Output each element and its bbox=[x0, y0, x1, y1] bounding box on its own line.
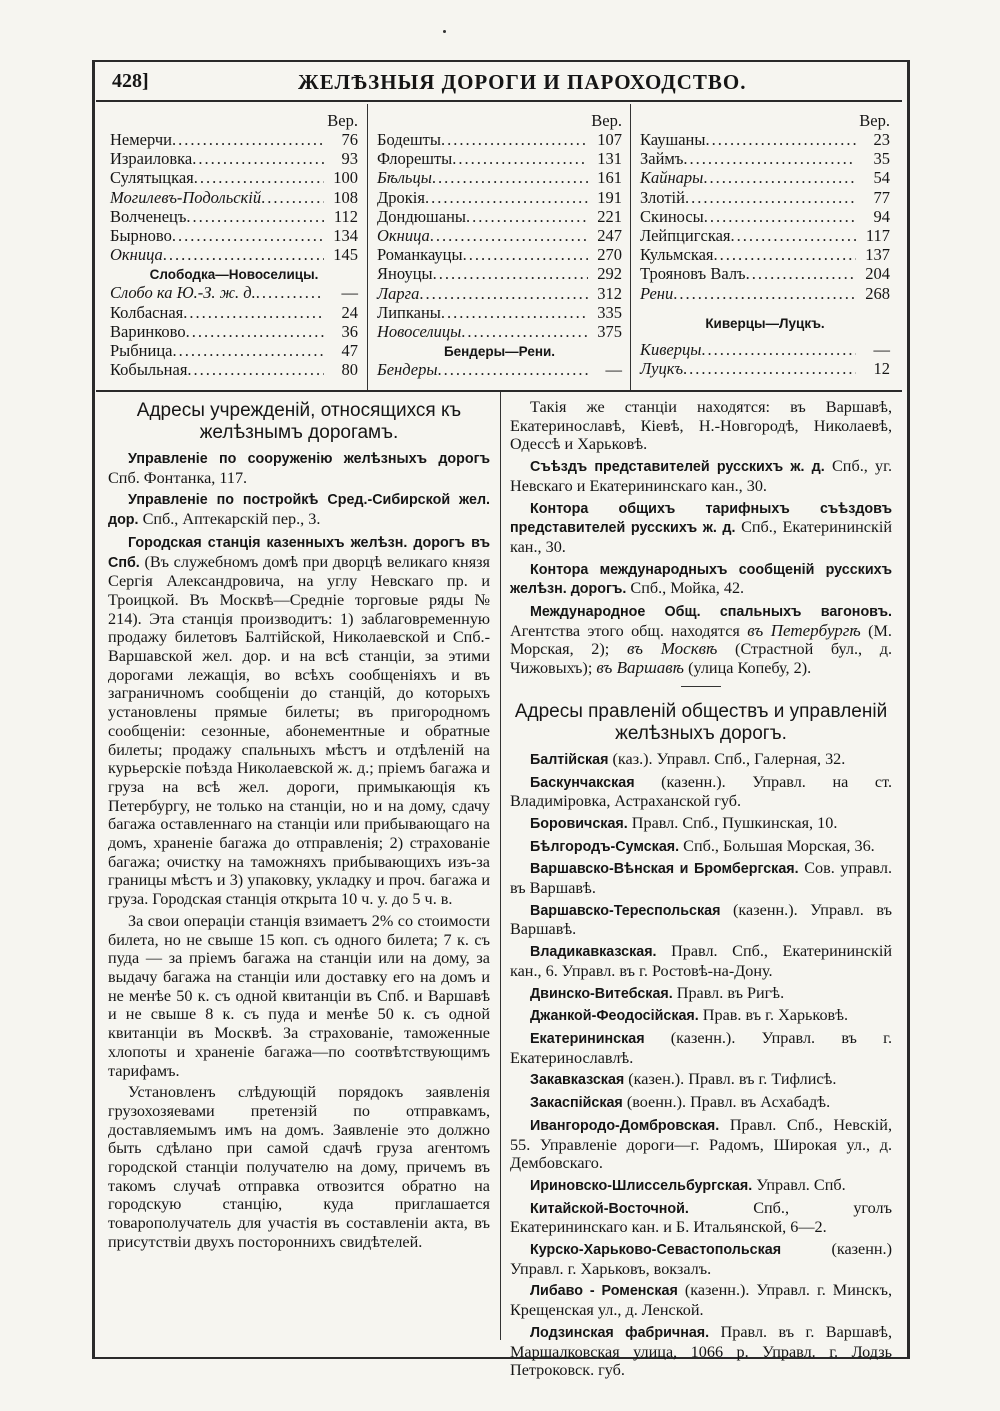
station-distance: 112 bbox=[333, 206, 358, 226]
leader-dots bbox=[452, 149, 588, 168]
railway-name: Ириновско-Шлиссельбургская. bbox=[530, 1177, 753, 1194]
section-title: Киверцы—Луцкъ. bbox=[705, 315, 825, 331]
station-row bbox=[110, 341, 358, 360]
station-distance: 270 bbox=[597, 245, 622, 265]
station-row bbox=[640, 359, 890, 378]
leader-dots bbox=[183, 303, 324, 322]
railway-address: (казенн.). Управл. на ст. Владиміровка, Астраханской губ. bbox=[510, 772, 892, 811]
station-name: Лейпцигская bbox=[640, 225, 731, 245]
station-row bbox=[110, 245, 358, 264]
leader-dots bbox=[463, 245, 588, 264]
address-entry: Международное Общ. спальныхъ вагоновъ. Агентства этого общ. находятся въ Петербургѣ (М. Морская, 2); въ Москвѣ (Страстной бул., д. Чижовыхъ); въ Варшавѣ (улица Копебу, 2). bbox=[510, 604, 892, 678]
station-distance: 94 bbox=[873, 206, 890, 226]
railway-name: Балтійская bbox=[530, 751, 609, 768]
railway-entry bbox=[510, 814, 892, 834]
railway-entry bbox=[510, 1176, 892, 1196]
paragraph: Такія же станціи находятся: въ Варшавѣ, Екатеринославѣ, Кіевѣ, Н.-Новгородѣ, Николаевѣ, Одессѣ и Харьковѣ. bbox=[510, 398, 892, 454]
stations-column-3 bbox=[640, 111, 890, 378]
leader-dots bbox=[172, 130, 324, 149]
station-row bbox=[377, 207, 622, 226]
station-row bbox=[640, 340, 890, 359]
station-row bbox=[377, 226, 622, 245]
station-row bbox=[640, 188, 890, 207]
station-row bbox=[640, 149, 890, 168]
station-name: Романкауцы bbox=[377, 245, 463, 265]
text-divider bbox=[500, 392, 501, 1340]
station-name: Рыбница bbox=[110, 340, 173, 360]
address-entry: Съѣздъ представителей русскихъ ж. д. Спб., уг. Невскаго и Екатерининскаго кан., 30. bbox=[510, 457, 892, 495]
station-name: Займъ bbox=[640, 149, 684, 169]
station-name: Бендеры bbox=[377, 360, 438, 380]
stations-column-1 bbox=[110, 111, 358, 379]
railway-entry bbox=[510, 837, 892, 857]
railway-address: Правл. въ Ригѣ. bbox=[672, 983, 785, 1002]
station-name: Окница bbox=[110, 245, 163, 265]
leader-dots bbox=[425, 188, 588, 207]
station-distance: 108 bbox=[333, 187, 358, 207]
railway-name: Джанкой-Феодосійская. bbox=[530, 1008, 699, 1025]
station-distance: 221 bbox=[597, 206, 622, 226]
railway-name: Боровичская. bbox=[530, 815, 628, 832]
railway-name: Ивангородо-Домбровская. bbox=[530, 1117, 720, 1134]
railway-name: Закавказская bbox=[530, 1072, 625, 1089]
railway-entry bbox=[510, 1323, 892, 1380]
railway-name: Бѣлгородъ-Сумская. bbox=[530, 838, 680, 855]
station-distance: 375 bbox=[597, 321, 622, 341]
station-name: Киверцы bbox=[640, 339, 702, 359]
railway-name: Лодзинская фабричная. bbox=[530, 1324, 710, 1341]
leader-dots bbox=[466, 207, 588, 226]
station-name: Бырново bbox=[110, 225, 172, 245]
station-row bbox=[377, 264, 622, 283]
leader-dots bbox=[194, 168, 324, 187]
leader-dots bbox=[683, 149, 856, 168]
station-row bbox=[377, 168, 622, 187]
columns-bottom-rule bbox=[96, 390, 902, 392]
railway-entry bbox=[510, 942, 892, 980]
page-title: ЖЕЛѢЗНЫЯ ДОРОГИ И ПАРОХОДСТВО. bbox=[298, 70, 747, 94]
station-row bbox=[377, 149, 622, 168]
leader-dots bbox=[673, 284, 856, 303]
railway-address: Правл. Спб., Екатерининскій кан., 6. Управл. въ г. Ростовѣ-на-Дону. bbox=[510, 942, 892, 980]
station-distance: 204 bbox=[865, 264, 890, 284]
page-header bbox=[112, 70, 892, 104]
station-row bbox=[110, 303, 358, 322]
station-name: Липканы bbox=[377, 302, 441, 322]
header-rule bbox=[96, 100, 902, 102]
station-row bbox=[377, 284, 622, 303]
railway-entry bbox=[510, 1240, 892, 1278]
station-distance: 145 bbox=[333, 245, 358, 265]
leader-dots bbox=[441, 303, 588, 322]
railway-address: Правл. Спб., Невскій, 55. Управленіе дороги—г. Радомъ, Широкая ул., д. Дембовскаго. bbox=[510, 1115, 892, 1173]
station-name: Немерчи bbox=[110, 130, 172, 149]
railway-entry bbox=[510, 984, 892, 1004]
station-name: Луцкъ bbox=[640, 358, 684, 378]
verst-label: Вер. bbox=[327, 111, 358, 130]
railway-name: Варшавско-Тереспольская bbox=[530, 902, 721, 919]
right-text-column bbox=[510, 398, 892, 1383]
railway-address: Спб., уголъ Екатерининскаго кан. и Б. Итальянской, 6—2. bbox=[510, 1198, 892, 1237]
station-row bbox=[640, 245, 890, 264]
station-row bbox=[377, 245, 622, 264]
station-distance: 23 bbox=[873, 130, 890, 149]
station-distance: 161 bbox=[597, 168, 622, 188]
station-distance: 36 bbox=[341, 321, 358, 341]
station-name: Каушаны bbox=[640, 130, 706, 149]
station-distance: 191 bbox=[597, 187, 622, 207]
railway-address: Прав. въ г. Харьковѣ. bbox=[698, 1006, 849, 1025]
section-heading: Адресы учрежденій, относящихся къ желѣзнымъ дорогамъ. bbox=[136, 400, 462, 443]
section-title: Слободка—Новоселицы. bbox=[149, 267, 319, 283]
station-name: Рени bbox=[640, 283, 674, 303]
station-row bbox=[110, 130, 358, 149]
railway-name: Владикавказская. bbox=[530, 944, 657, 961]
station-distance: 292 bbox=[597, 264, 622, 284]
railway-name: Либаво - Роменская bbox=[530, 1283, 678, 1300]
railway-address: Сов. управл. въ Варшавѣ. bbox=[510, 859, 892, 898]
station-distance: — bbox=[605, 360, 622, 380]
railway-name: Курско-Харьково-Севастопольская bbox=[530, 1242, 782, 1259]
leader-dots bbox=[703, 168, 856, 187]
railway-address: Спб., Большая Морская, 36. bbox=[679, 836, 875, 855]
station-name: Новоселицы bbox=[377, 321, 462, 341]
address-entry: Контора международныхъ сообщеній русскихъ желѣзн. дорогъ. Спб., Мойка, 42. bbox=[510, 561, 892, 598]
station-distance: 247 bbox=[597, 225, 622, 245]
railway-entry bbox=[510, 1006, 892, 1026]
leader-dots bbox=[441, 130, 588, 149]
station-name: Ларга bbox=[377, 283, 420, 303]
station-name: Слобо ка Ю.-З. ж. д. bbox=[110, 283, 256, 303]
station-row bbox=[110, 188, 358, 207]
station-name: Кульмская bbox=[640, 245, 714, 265]
verst-label: Вер. bbox=[859, 111, 890, 130]
leader-dots bbox=[419, 284, 588, 303]
station-row bbox=[110, 360, 358, 379]
station-row bbox=[640, 284, 890, 303]
station-row bbox=[640, 226, 890, 245]
station-row bbox=[110, 207, 358, 226]
station-distance: 80 bbox=[341, 360, 358, 380]
station-distance: 100 bbox=[333, 168, 358, 188]
leader-dots bbox=[704, 207, 856, 226]
railway-address: (казенн.). Управл. г. Минскъ, Крещенская ул., д. Ленской. bbox=[510, 1281, 892, 1320]
station-distance: 47 bbox=[341, 340, 358, 360]
leader-dots bbox=[261, 188, 324, 207]
station-name: Бодешты bbox=[377, 130, 441, 149]
station-name: Израиловка bbox=[110, 149, 193, 169]
verst-label: Вер. bbox=[591, 111, 622, 130]
railway-address: Правл. въ г. Варшавѣ, Маршалковская улица, 1066 р. Управл. г. Лодзь Петроковск. губ. bbox=[510, 1322, 892, 1380]
railway-name: Варшавско-Вѣнская и Бромбергская. bbox=[530, 861, 799, 878]
station-name: Флорешты bbox=[377, 149, 453, 169]
leader-dots bbox=[683, 359, 856, 378]
railway-entry bbox=[510, 1093, 892, 1113]
station-row bbox=[110, 168, 358, 187]
paragraph: За свои операціи станція взимаетъ 2% со стоимости билета, но не свыше 15 коп. съ одного билета; 7 к. съ пуда — за пріемъ багажа на станціи или на дому, за выдачу багажа на станціи или доставку его на домъ и не менѣе 50 к. съ одной квитанціи въ Спб. и Варшавѣ и не свыше 8 к. съ пуда и менѣе 50 к. съ одной квитанціи въ Москвѣ. За страхованіе, таможенные хлопоты и храненіе багажа—по соотвѣтствующимъ тарифамъ. bbox=[108, 911, 490, 1080]
railway-address: (каз.). Управл. Спб., Галерная, 32. bbox=[608, 749, 846, 768]
leader-dots bbox=[172, 341, 324, 360]
leader-dots bbox=[731, 226, 857, 245]
station-distance: 93 bbox=[341, 149, 358, 169]
station-distance: 335 bbox=[597, 302, 622, 322]
station-row bbox=[377, 303, 622, 322]
station-distance: 137 bbox=[865, 245, 890, 265]
railway-name: Двинско-Витебская. bbox=[530, 985, 673, 1002]
leader-dots bbox=[746, 264, 856, 283]
station-row bbox=[640, 264, 890, 283]
leader-dots bbox=[433, 264, 588, 283]
section-separator bbox=[681, 686, 721, 687]
leader-dots bbox=[192, 149, 324, 168]
railway-entry bbox=[510, 1199, 892, 1237]
address-entry: Контора общихъ тарифныхъ съѣздовъ представителей русскихъ ж. д. Спб., Екатерининскій кан., 30. bbox=[510, 500, 892, 556]
railway-entry bbox=[510, 1116, 892, 1173]
leader-dots bbox=[187, 360, 324, 379]
railway-name: Закаспійская bbox=[530, 1095, 623, 1112]
station-name: Окница bbox=[377, 225, 430, 245]
print-speck bbox=[443, 30, 446, 33]
station-row bbox=[377, 322, 622, 341]
station-name: Варинково bbox=[110, 321, 186, 341]
station-name: Бѣльцы bbox=[377, 168, 432, 188]
station-name: Колбасная bbox=[110, 302, 184, 322]
left-text-column bbox=[108, 400, 490, 1255]
railway-address: (военн.). Правл. въ Асхабадѣ. bbox=[622, 1093, 831, 1112]
railway-entry bbox=[510, 1070, 892, 1090]
station-row bbox=[110, 149, 358, 168]
railway-name: Китайской-Восточной. bbox=[530, 1200, 689, 1217]
station-distance: — bbox=[341, 283, 358, 303]
station-distance: 76 bbox=[341, 130, 358, 149]
railway-address: (казенн.). Управл. въ г. Екатеринославлѣ. bbox=[510, 1028, 892, 1067]
station-row bbox=[377, 188, 622, 207]
station-row bbox=[640, 168, 890, 187]
station-distance: — bbox=[873, 339, 890, 359]
paragraph: Установленъ слѣдующій порядокъ заявленія грузохозяевами претензій по отправкамъ, доставляемымъ имъ на домъ. Заявленіе это должно быть сдѣлано при самой сдачѣ груза агентомъ городской станціи получателю на дому, причемъ въ такомъ случаѣ отправка отвозится обратно на городскую станцію, куда приглашается товарополучатель для участія въ составленіи акта, въ присутствіи двухъ постороннихъ свидѣтелей. bbox=[108, 1083, 490, 1251]
railway-entry bbox=[510, 773, 892, 811]
station-name: Дондюшаны bbox=[377, 206, 467, 226]
station-distance: 12 bbox=[873, 358, 890, 378]
leader-dots bbox=[430, 226, 588, 245]
address-entry: Городская станція казенныхъ желѣзн. дорогъ въ Спб. (Въ служебномъ домѣ при дворцѣ великаго князя Сергія Александровича, на углу Невскаго пр. и Троицкой. Въ Москвѣ—Средніе торговые ряды № 214). Эта станція производитъ: 1) заблаговременную продажу билетовъ Балтійской, Николаевской и Спб.-Варшавской жел. дор. и на всѣ станціи, за этими дорогами лежащія, во всѣхъ сообщеніяхъ и въ заграничномъ сообщеніи до станцій, до которыхъ установлены прямые билеты; въ пригородномъ сообщеніи: сезонные, абонементные и обратные билеты; продажу спальныхъ мѣстъ и отдѣленій на курьерскіе поѣзда Николаевской ж. д.; пріемъ багажа и груза на всѣ жел. дороги, примыкающія къ Петербургу, не только на станціи, но и на дому, сдачу багажа оставленнаго на станціи или прибывающаго на домъ, храненіе багажа до отправленія; 2) страхованіе багажа; очистку на таможняхъ прибывающихъ изъ-за границы мѣстъ и 3) упаковку, укладку и проч. багажа и груза. Городская станція открыта 10 ч. у. до 5 ч. в. bbox=[108, 534, 490, 909]
station-distance: 24 bbox=[341, 302, 358, 322]
page-number: 428] bbox=[112, 70, 149, 92]
leader-dots bbox=[186, 207, 324, 226]
leader-dots bbox=[705, 130, 856, 149]
leader-dots bbox=[438, 360, 588, 379]
leader-dots bbox=[685, 188, 856, 207]
column-divider bbox=[367, 104, 368, 390]
leader-dots bbox=[256, 283, 324, 302]
station-row bbox=[110, 226, 358, 245]
station-distance: 35 bbox=[873, 149, 890, 169]
station-name: Злотій bbox=[640, 187, 685, 207]
railway-address: Правл. Спб., Пушкинская, 10. bbox=[627, 813, 838, 832]
station-row bbox=[640, 130, 890, 149]
section-heading: Адресы правленій обществъ и управленій желѣзныхъ дорогъ. bbox=[514, 700, 888, 744]
railway-address: (казен.). Правл. въ г. Тифлисѣ. bbox=[624, 1070, 837, 1089]
station-name: Яноуцы bbox=[377, 264, 433, 284]
column-divider bbox=[630, 104, 631, 390]
station-distance: 54 bbox=[873, 168, 890, 188]
railway-entry bbox=[510, 1281, 892, 1319]
station-row bbox=[110, 322, 358, 341]
railway-entry bbox=[510, 859, 892, 897]
station-row bbox=[377, 130, 622, 149]
station-name: Дрокія bbox=[377, 187, 425, 207]
stations-column-2 bbox=[377, 111, 622, 379]
leader-dots bbox=[186, 322, 324, 341]
station-name: Кайнары bbox=[640, 168, 704, 188]
station-distance: 268 bbox=[865, 283, 890, 303]
station-row bbox=[377, 360, 622, 379]
section-title: Бендеры—Рени. bbox=[443, 344, 556, 360]
station-distance: 134 bbox=[333, 225, 358, 245]
railway-entry bbox=[510, 901, 892, 939]
station-distance: 77 bbox=[873, 187, 890, 207]
railway-name: Баскунчакская bbox=[530, 774, 635, 791]
leader-dots bbox=[714, 245, 857, 264]
leader-dots bbox=[461, 322, 588, 341]
railway-entry bbox=[510, 750, 892, 770]
railway-entry bbox=[510, 1029, 892, 1067]
address-entry: Управленіе по сооруженію желѣзныхъ дорогъ Спб. Фонтанка, 117. bbox=[108, 451, 490, 487]
station-name: Скиносы bbox=[640, 206, 704, 226]
address-entry: Управленіе по постройкѣ Сред.-Сибирской жел. дор. Спб., Аптекарскій пер., 3. bbox=[108, 492, 490, 529]
station-distance: 107 bbox=[597, 130, 622, 149]
station-row bbox=[110, 283, 358, 302]
railway-address: (казенн.) Управл. г. Харьковъ, вокзалъ. bbox=[510, 1240, 892, 1278]
station-distance: 131 bbox=[597, 149, 622, 169]
station-name: Сулятыцкая bbox=[110, 168, 194, 188]
station-distance: 117 bbox=[865, 225, 890, 245]
leader-dots bbox=[172, 226, 324, 245]
station-name: Трояновъ Валъ bbox=[640, 264, 746, 284]
station-distance: 312 bbox=[597, 283, 622, 303]
station-row bbox=[640, 207, 890, 226]
station-name: Могилевъ-Подольскій bbox=[110, 187, 262, 207]
station-name: Кобыльная bbox=[110, 360, 188, 380]
railway-name: Екатерининская bbox=[530, 1030, 645, 1047]
station-name: Волченецъ bbox=[110, 206, 187, 226]
leader-dots bbox=[432, 168, 588, 187]
leader-dots bbox=[701, 340, 856, 359]
railway-address: Управл. Спб. bbox=[752, 1175, 846, 1194]
leader-dots bbox=[163, 245, 324, 264]
railway-address: (казенн.). Управл. въ Варшавѣ. bbox=[510, 900, 892, 939]
